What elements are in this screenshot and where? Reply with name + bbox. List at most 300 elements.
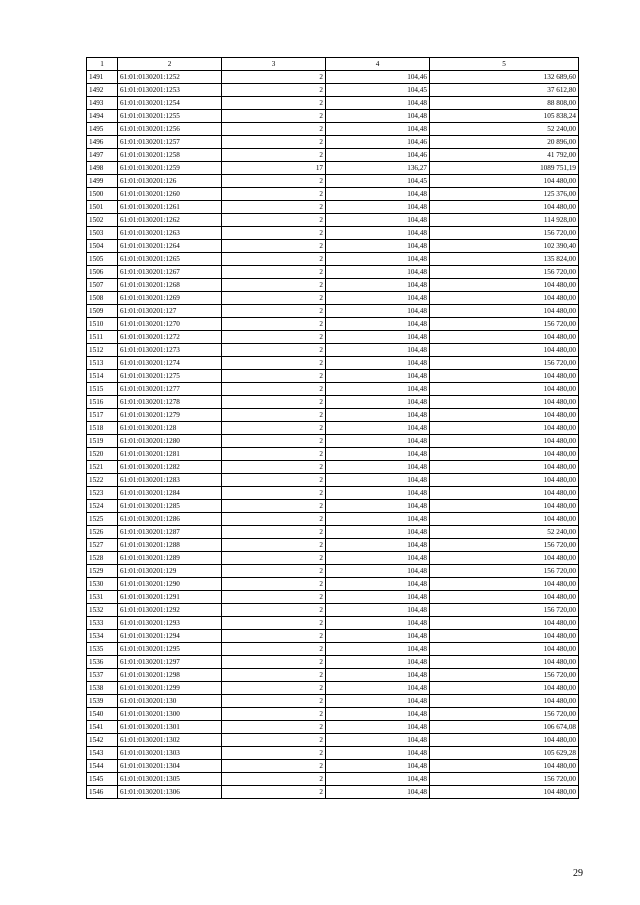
- area-cell: 104,48: [326, 747, 430, 760]
- row-number-cell: 1536: [87, 656, 118, 669]
- value-cell: 104 480,00: [430, 279, 579, 292]
- value-cell: 52 240,00: [430, 123, 579, 136]
- cadastral-number-cell: 61:01:0130201:1300: [118, 708, 222, 721]
- row-number-cell: 1538: [87, 682, 118, 695]
- value-cell: 104 480,00: [430, 175, 579, 188]
- row-number-cell: 1493: [87, 97, 118, 110]
- area-cell: 104,48: [326, 760, 430, 773]
- area-cell: 104,48: [326, 565, 430, 578]
- row-number-cell: 1506: [87, 266, 118, 279]
- row-number-cell: 1546: [87, 786, 118, 799]
- table-row: [87, 331, 579, 344]
- count-cell: 2: [222, 773, 326, 786]
- area-cell: 104,48: [326, 370, 430, 383]
- count-cell: 2: [222, 383, 326, 396]
- value-cell: 104 480,00: [430, 513, 579, 526]
- count-cell: 2: [222, 357, 326, 370]
- area-cell: 104,48: [326, 487, 430, 500]
- row-number-cell: 1499: [87, 175, 118, 188]
- table-row: [87, 201, 579, 214]
- cadastral-number-cell: 61:01:0130201:1295: [118, 643, 222, 656]
- table-row: [87, 448, 579, 461]
- cadastral-number-cell: 61:01:0130201:1265: [118, 253, 222, 266]
- cadastral-number-cell: 61:01:0130201:1304: [118, 760, 222, 773]
- count-cell: 2: [222, 71, 326, 84]
- count-cell: 2: [222, 84, 326, 97]
- cadastral-number-cell: 61:01:0130201:1284: [118, 487, 222, 500]
- table-row: [87, 123, 579, 136]
- row-number-cell: 1503: [87, 227, 118, 240]
- row-number-cell: 1522: [87, 474, 118, 487]
- table-row: [87, 526, 579, 539]
- table-row: [87, 136, 579, 149]
- value-cell: 104 480,00: [430, 578, 579, 591]
- table-row: [87, 656, 579, 669]
- area-cell: 104,48: [326, 786, 430, 799]
- cadastral-number-cell: 61:01:0130201:1297: [118, 656, 222, 669]
- row-number-cell: 1509: [87, 305, 118, 318]
- area-cell: 104,46: [326, 71, 430, 84]
- count-cell: 2: [222, 630, 326, 643]
- cadastral-number-cell: 61:01:0130201:1263: [118, 227, 222, 240]
- area-cell: 104,48: [326, 656, 430, 669]
- value-cell: 1089 751,19: [430, 162, 579, 175]
- table-row: [87, 214, 579, 227]
- table-row: [87, 786, 579, 799]
- area-cell: 104,48: [326, 110, 430, 123]
- value-cell: 156 720,00: [430, 565, 579, 578]
- count-cell: 2: [222, 708, 326, 721]
- row-number-cell: 1540: [87, 708, 118, 721]
- count-cell: 2: [222, 669, 326, 682]
- value-cell: 125 376,00: [430, 188, 579, 201]
- table-row: [87, 409, 579, 422]
- table-row: [87, 591, 579, 604]
- value-cell: 104 480,00: [430, 760, 579, 773]
- cadastral-number-cell: 61:01:0130201:1294: [118, 630, 222, 643]
- cadastral-number-cell: 61:01:0130201:1272: [118, 331, 222, 344]
- cadastral-number-cell: 61:01:0130201:1292: [118, 604, 222, 617]
- area-cell: 104,48: [326, 474, 430, 487]
- area-cell: 104,48: [326, 357, 430, 370]
- table-row: [87, 487, 579, 500]
- count-cell: 2: [222, 656, 326, 669]
- table-row: [87, 630, 579, 643]
- area-cell: 104,48: [326, 500, 430, 513]
- table-row: [87, 162, 579, 175]
- value-cell: 52 240,00: [430, 526, 579, 539]
- count-cell: 2: [222, 422, 326, 435]
- area-cell: 104,48: [326, 617, 430, 630]
- area-cell: 104,46: [326, 136, 430, 149]
- row-number-cell: 1514: [87, 370, 118, 383]
- table-row: [87, 669, 579, 682]
- table-row: [87, 604, 579, 617]
- cadastral-number-cell: 61:01:0130201:1270: [118, 318, 222, 331]
- row-number-cell: 1519: [87, 435, 118, 448]
- cadastral-number-cell: 61:01:0130201:126: [118, 175, 222, 188]
- value-cell: 105 629,28: [430, 747, 579, 760]
- value-cell: 37 612,80: [430, 84, 579, 97]
- count-cell: 2: [222, 435, 326, 448]
- value-cell: 156 720,00: [430, 266, 579, 279]
- table-row: [87, 747, 579, 760]
- value-cell: 114 928,00: [430, 214, 579, 227]
- row-number-cell: 1533: [87, 617, 118, 630]
- row-number-cell: 1511: [87, 331, 118, 344]
- cadastral-number-cell: 61:01:0130201:1253: [118, 84, 222, 97]
- column-header-3: 3: [222, 58, 326, 71]
- table-body: [87, 71, 579, 799]
- area-cell: 104,48: [326, 578, 430, 591]
- cadastral-number-cell: 61:01:0130201:1267: [118, 266, 222, 279]
- count-cell: 2: [222, 682, 326, 695]
- cadastral-number-cell: 61:01:0130201:1287: [118, 526, 222, 539]
- area-cell: 104,48: [326, 279, 430, 292]
- cadastral-number-cell: 61:01:0130201:1279: [118, 409, 222, 422]
- value-cell: 104 480,00: [430, 474, 579, 487]
- area-cell: 104,48: [326, 708, 430, 721]
- value-cell: 104 480,00: [430, 682, 579, 695]
- value-cell: 104 480,00: [430, 656, 579, 669]
- cadastral-number-cell: 61:01:0130201:1283: [118, 474, 222, 487]
- area-cell: 104,45: [326, 175, 430, 188]
- table-row: [87, 513, 579, 526]
- count-cell: 2: [222, 188, 326, 201]
- header-row: [87, 58, 579, 71]
- row-number-cell: 1507: [87, 279, 118, 292]
- cadastral-number-cell: 61:01:0130201:130: [118, 695, 222, 708]
- row-number-cell: 1494: [87, 110, 118, 123]
- count-cell: 2: [222, 253, 326, 266]
- count-cell: 2: [222, 591, 326, 604]
- row-number-cell: 1502: [87, 214, 118, 227]
- cadastral-number-cell: 61:01:0130201:1285: [118, 500, 222, 513]
- table-row: [87, 240, 579, 253]
- page-number: 29: [573, 868, 583, 879]
- table-row: [87, 565, 579, 578]
- count-cell: 2: [222, 448, 326, 461]
- row-number-cell: 1516: [87, 396, 118, 409]
- row-number-cell: 1517: [87, 409, 118, 422]
- table-row: [87, 97, 579, 110]
- cadastral-number-cell: 61:01:0130201:1288: [118, 539, 222, 552]
- cadastral-number-cell: 61:01:0130201:1254: [118, 97, 222, 110]
- cadastral-number-cell: 61:01:0130201:1305: [118, 773, 222, 786]
- area-cell: 104,48: [326, 97, 430, 110]
- area-cell: 104,48: [326, 591, 430, 604]
- cadastral-number-cell: 61:01:0130201:1293: [118, 617, 222, 630]
- table-row: [87, 71, 579, 84]
- value-cell: 102 390,40: [430, 240, 579, 253]
- area-cell: 104,48: [326, 695, 430, 708]
- value-cell: 104 480,00: [430, 370, 579, 383]
- table-row: [87, 149, 579, 162]
- value-cell: 156 720,00: [430, 669, 579, 682]
- table-row: [87, 305, 579, 318]
- area-cell: 104,48: [326, 396, 430, 409]
- count-cell: 2: [222, 409, 326, 422]
- table-row: [87, 344, 579, 357]
- value-cell: 104 480,00: [430, 422, 579, 435]
- row-number-cell: 1531: [87, 591, 118, 604]
- row-number-cell: 1505: [87, 253, 118, 266]
- cadastral-number-cell: 61:01:0130201:1268: [118, 279, 222, 292]
- row-number-cell: 1508: [87, 292, 118, 305]
- cadastral-number-cell: 61:01:0130201:1299: [118, 682, 222, 695]
- value-cell: 104 480,00: [430, 734, 579, 747]
- column-header-2: 2: [118, 58, 222, 71]
- value-cell: 104 480,00: [430, 448, 579, 461]
- cadastral-number-cell: 61:01:0130201:1257: [118, 136, 222, 149]
- count-cell: 2: [222, 721, 326, 734]
- value-cell: 104 480,00: [430, 786, 579, 799]
- area-cell: 104,48: [326, 630, 430, 643]
- table-row: [87, 422, 579, 435]
- table-row: [87, 474, 579, 487]
- value-cell: 156 720,00: [430, 773, 579, 786]
- area-cell: 104,48: [326, 734, 430, 747]
- area-cell: 104,48: [326, 773, 430, 786]
- table-row: [87, 357, 579, 370]
- area-cell: 104,48: [326, 383, 430, 396]
- count-cell: 2: [222, 604, 326, 617]
- count-cell: 2: [222, 110, 326, 123]
- count-cell: 2: [222, 643, 326, 656]
- cadastral-number-cell: 61:01:0130201:1261: [118, 201, 222, 214]
- row-number-cell: 1526: [87, 526, 118, 539]
- row-number-cell: 1492: [87, 84, 118, 97]
- count-cell: 2: [222, 578, 326, 591]
- area-cell: 104,45: [326, 84, 430, 97]
- table-row: [87, 227, 579, 240]
- area-cell: 104,48: [326, 721, 430, 734]
- row-number-cell: 1524: [87, 500, 118, 513]
- value-cell: 104 480,00: [430, 461, 579, 474]
- row-number-cell: 1500: [87, 188, 118, 201]
- cadastral-number-cell: 61:01:0130201:1306: [118, 786, 222, 799]
- table-row: [87, 617, 579, 630]
- value-cell: 104 480,00: [430, 331, 579, 344]
- area-cell: 104,48: [326, 344, 430, 357]
- row-number-cell: 1497: [87, 149, 118, 162]
- row-number-cell: 1515: [87, 383, 118, 396]
- cadastral-number-cell: 61:01:0130201:1282: [118, 461, 222, 474]
- row-number-cell: 1545: [87, 773, 118, 786]
- table-row: [87, 643, 579, 656]
- value-cell: 104 480,00: [430, 396, 579, 409]
- count-cell: 2: [222, 240, 326, 253]
- cadastral-number-cell: 61:01:0130201:1264: [118, 240, 222, 253]
- column-header-1: 1: [87, 58, 118, 71]
- count-cell: 2: [222, 500, 326, 513]
- cadastral-number-cell: 61:01:0130201:1256: [118, 123, 222, 136]
- area-cell: 136,27: [326, 162, 430, 175]
- area-cell: 104,48: [326, 305, 430, 318]
- value-cell: 104 480,00: [430, 409, 579, 422]
- row-number-cell: 1542: [87, 734, 118, 747]
- row-number-cell: 1525: [87, 513, 118, 526]
- count-cell: 2: [222, 97, 326, 110]
- count-cell: 2: [222, 617, 326, 630]
- area-cell: 104,48: [326, 214, 430, 227]
- value-cell: 156 720,00: [430, 539, 579, 552]
- table-row: [87, 110, 579, 123]
- cadastral-number-cell: 61:01:0130201:1291: [118, 591, 222, 604]
- value-cell: 156 720,00: [430, 318, 579, 331]
- cadastral-number-cell: 61:01:0130201:1290: [118, 578, 222, 591]
- area-cell: 104,48: [326, 123, 430, 136]
- area-cell: 104,48: [326, 266, 430, 279]
- row-number-cell: 1521: [87, 461, 118, 474]
- row-number-cell: 1510: [87, 318, 118, 331]
- value-cell: 104 480,00: [430, 695, 579, 708]
- row-number-cell: 1513: [87, 357, 118, 370]
- cadastral-number-cell: 61:01:0130201:1301: [118, 721, 222, 734]
- table-row: [87, 760, 579, 773]
- area-cell: 104,48: [326, 318, 430, 331]
- cadastral-number-cell: 61:01:0130201:1281: [118, 448, 222, 461]
- count-cell: 2: [222, 149, 326, 162]
- value-cell: 104 480,00: [430, 630, 579, 643]
- area-cell: 104,48: [326, 682, 430, 695]
- count-cell: 2: [222, 396, 326, 409]
- value-cell: 104 480,00: [430, 292, 579, 305]
- row-number-cell: 1501: [87, 201, 118, 214]
- value-cell: 104 480,00: [430, 201, 579, 214]
- row-number-cell: 1537: [87, 669, 118, 682]
- cadastral-number-cell: 61:01:0130201:1255: [118, 110, 222, 123]
- table-row: [87, 383, 579, 396]
- row-number-cell: 1543: [87, 747, 118, 760]
- area-cell: 104,48: [326, 422, 430, 435]
- table-row: [87, 175, 579, 188]
- table-row: [87, 682, 579, 695]
- count-cell: 2: [222, 786, 326, 799]
- cadastral-number-cell: 61:01:0130201:1273: [118, 344, 222, 357]
- value-cell: 104 480,00: [430, 643, 579, 656]
- count-cell: 2: [222, 734, 326, 747]
- count-cell: 2: [222, 292, 326, 305]
- row-number-cell: 1535: [87, 643, 118, 656]
- count-cell: 2: [222, 370, 326, 383]
- count-cell: 2: [222, 695, 326, 708]
- count-cell: 2: [222, 123, 326, 136]
- table-row: [87, 734, 579, 747]
- table-row: [87, 500, 579, 513]
- count-cell: 2: [222, 526, 326, 539]
- column-header-5: 5: [430, 58, 579, 71]
- table-row: [87, 188, 579, 201]
- count-cell: 2: [222, 305, 326, 318]
- cadastral-number-cell: 61:01:0130201:1278: [118, 396, 222, 409]
- row-number-cell: 1544: [87, 760, 118, 773]
- value-cell: 105 838,24: [430, 110, 579, 123]
- area-cell: 104,48: [326, 188, 430, 201]
- area-cell: 104,48: [326, 669, 430, 682]
- value-cell: 104 480,00: [430, 305, 579, 318]
- area-cell: 104,48: [326, 643, 430, 656]
- cadastral-number-cell: 61:01:0130201:1275: [118, 370, 222, 383]
- table-row: [87, 396, 579, 409]
- area-cell: 104,46: [326, 149, 430, 162]
- area-cell: 104,48: [326, 201, 430, 214]
- count-cell: 2: [222, 266, 326, 279]
- table-row: [87, 435, 579, 448]
- row-number-cell: 1520: [87, 448, 118, 461]
- cadastral-number-cell: 61:01:0130201:1252: [118, 71, 222, 84]
- cadastral-number-cell: 61:01:0130201:1302: [118, 734, 222, 747]
- value-cell: 156 720,00: [430, 708, 579, 721]
- row-number-cell: 1534: [87, 630, 118, 643]
- value-cell: 20 896,00: [430, 136, 579, 149]
- cadastral-number-cell: 61:01:0130201:129: [118, 565, 222, 578]
- count-cell: 2: [222, 201, 326, 214]
- table-row: [87, 461, 579, 474]
- count-cell: 2: [222, 461, 326, 474]
- row-number-cell: 1539: [87, 695, 118, 708]
- count-cell: 2: [222, 331, 326, 344]
- value-cell: 156 720,00: [430, 227, 579, 240]
- table-row: [87, 539, 579, 552]
- area-cell: 104,48: [326, 513, 430, 526]
- cadastral-number-cell: 61:01:0130201:127: [118, 305, 222, 318]
- cadastral-number-cell: 61:01:0130201:1269: [118, 292, 222, 305]
- area-cell: 104,48: [326, 552, 430, 565]
- cadastral-number-cell: 61:01:0130201:128: [118, 422, 222, 435]
- cadastral-number-cell: 61:01:0130201:1262: [118, 214, 222, 227]
- count-cell: 2: [222, 227, 326, 240]
- table-row: [87, 292, 579, 305]
- table-row: [87, 552, 579, 565]
- value-cell: 104 480,00: [430, 552, 579, 565]
- value-cell: 104 480,00: [430, 383, 579, 396]
- count-cell: 2: [222, 279, 326, 292]
- count-cell: 2: [222, 474, 326, 487]
- value-cell: 104 480,00: [430, 487, 579, 500]
- count-cell: 2: [222, 487, 326, 500]
- count-cell: 2: [222, 344, 326, 357]
- cadastral-number-cell: 61:01:0130201:1258: [118, 149, 222, 162]
- count-cell: 17: [222, 162, 326, 175]
- value-cell: 104 480,00: [430, 591, 579, 604]
- table-row: [87, 773, 579, 786]
- row-number-cell: 1532: [87, 604, 118, 617]
- value-cell: 132 689,60: [430, 71, 579, 84]
- value-cell: 88 808,00: [430, 97, 579, 110]
- table-row: [87, 708, 579, 721]
- area-cell: 104,48: [326, 435, 430, 448]
- row-number-cell: 1529: [87, 565, 118, 578]
- row-number-cell: 1495: [87, 123, 118, 136]
- count-cell: 2: [222, 513, 326, 526]
- cadastral-number-cell: 61:01:0130201:1277: [118, 383, 222, 396]
- table-row: [87, 318, 579, 331]
- area-cell: 104,48: [326, 292, 430, 305]
- row-number-cell: 1491: [87, 71, 118, 84]
- cadastral-number-cell: 61:01:0130201:1298: [118, 669, 222, 682]
- value-cell: 156 720,00: [430, 357, 579, 370]
- area-cell: 104,48: [326, 604, 430, 617]
- count-cell: 2: [222, 747, 326, 760]
- value-cell: 104 480,00: [430, 617, 579, 630]
- row-number-cell: 1498: [87, 162, 118, 175]
- row-number-cell: 1496: [87, 136, 118, 149]
- table-row: [87, 721, 579, 734]
- count-cell: 2: [222, 539, 326, 552]
- count-cell: 2: [222, 552, 326, 565]
- cadastral-number-cell: 61:01:0130201:1260: [118, 188, 222, 201]
